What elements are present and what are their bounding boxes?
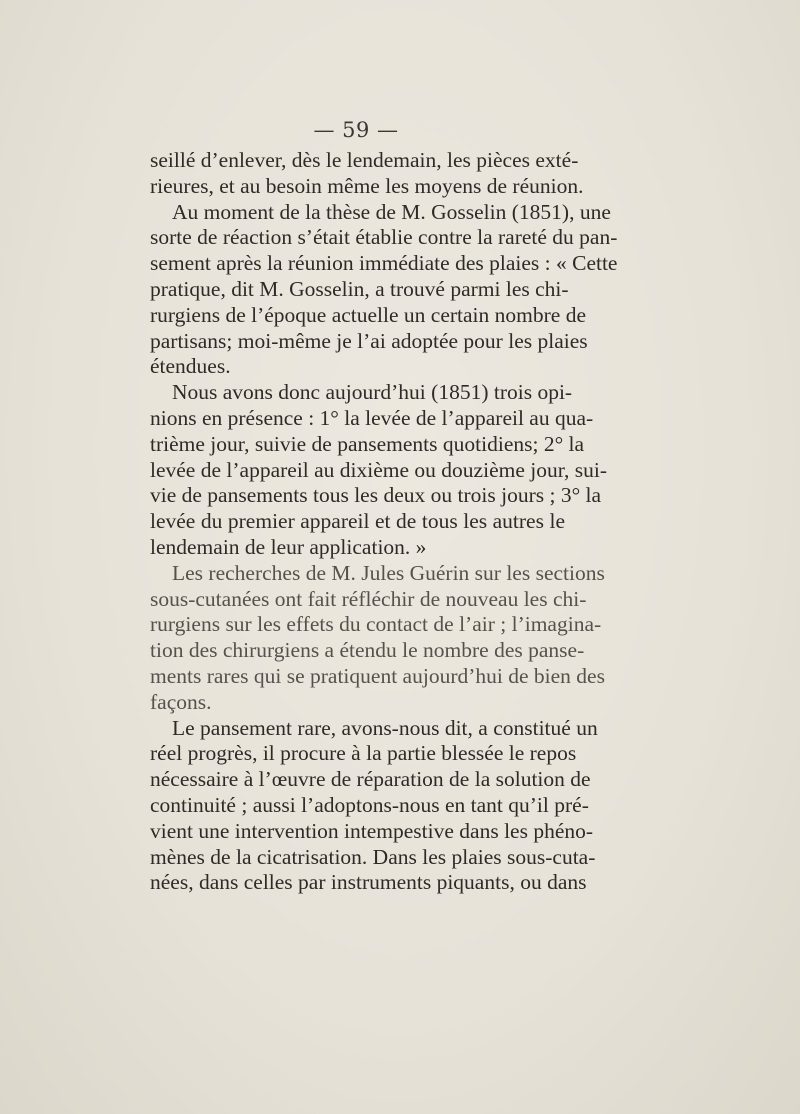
text-line: ments rares qui se pratiquent aujourd’hui de bien des [150,663,605,688]
text-line: rurgiens de l’époque actuelle un certain nombre de [150,302,586,327]
text-line: lendemain de leur application. » [150,534,427,559]
text-line: nées, dans celles par instruments piquants, ou dans [150,870,587,895]
text-line: levée du premier appareil et de tous les autres le [150,509,565,534]
text-line: Les recherches de M. Jules Guérin sur les sections [172,560,605,585]
text-line: continuité ; aussi l’adoptons-nous en tant qu’il pré- [150,792,589,817]
text-line: nécessaire à l’œuvre de réparation de la solution de [150,767,591,792]
text-line: partisans; moi-même je l’ai adoptée pour les plaies [150,328,588,353]
text-line: Le pansement rare, avons-nous dit, a constitué un [172,715,598,740]
text-line: seillé d’enlever, dès le lendemain, les pièces exté- [150,148,579,172]
text-line: réel progrès, il procure à la partie blessée le repos [150,741,577,766]
text-line: Nous avons donc aujourd’hui (1851) trois opi- [172,380,573,405]
text-line: façons. [150,689,212,714]
text-line: mènes de la cicatrisation. Dans les plaies sous-cuta- [150,844,596,869]
text-line: rurgiens sur les effets du contact de l’air ; l’imagina- [150,612,602,637]
text-line: rieures, et au besoin même les moyens de réunion. [150,173,584,198]
text-line: vie de pansements tous les deux ou trois jours ; 3° la [150,483,602,508]
text-line: étendues. [150,354,231,379]
text-line: Au moment de la thèse de M. Gosselin (1851), une [172,199,611,224]
text-line: trième jour, suivie de pansements quotidiens; 2° la [150,431,585,456]
text-line: sement après la réunion immédiate des plaies : « Cette [150,251,618,276]
text-line: tion des chirurgiens a étendu le nombre des panse- [150,638,585,663]
text-line: vient une intervention intempestive dans les phéno- [150,818,594,843]
text-line: pratique, dit M. Gosselin, a trouvé parmi les chi- [150,276,569,301]
text-line: sous-cutanées ont fait réfléchir de nouveau les chi- [150,586,587,611]
text-line: nions en présence : 1° la levée de l’appareil au qua- [150,405,594,430]
text-line: levée de l’appareil au dixième ou douzième jour, sui- [150,457,608,482]
page-number: — 59 — [313,118,399,142]
text-line: sorte de réaction s’était établie contre la rareté du pan- [150,225,618,250]
body-text [150,148,618,896]
